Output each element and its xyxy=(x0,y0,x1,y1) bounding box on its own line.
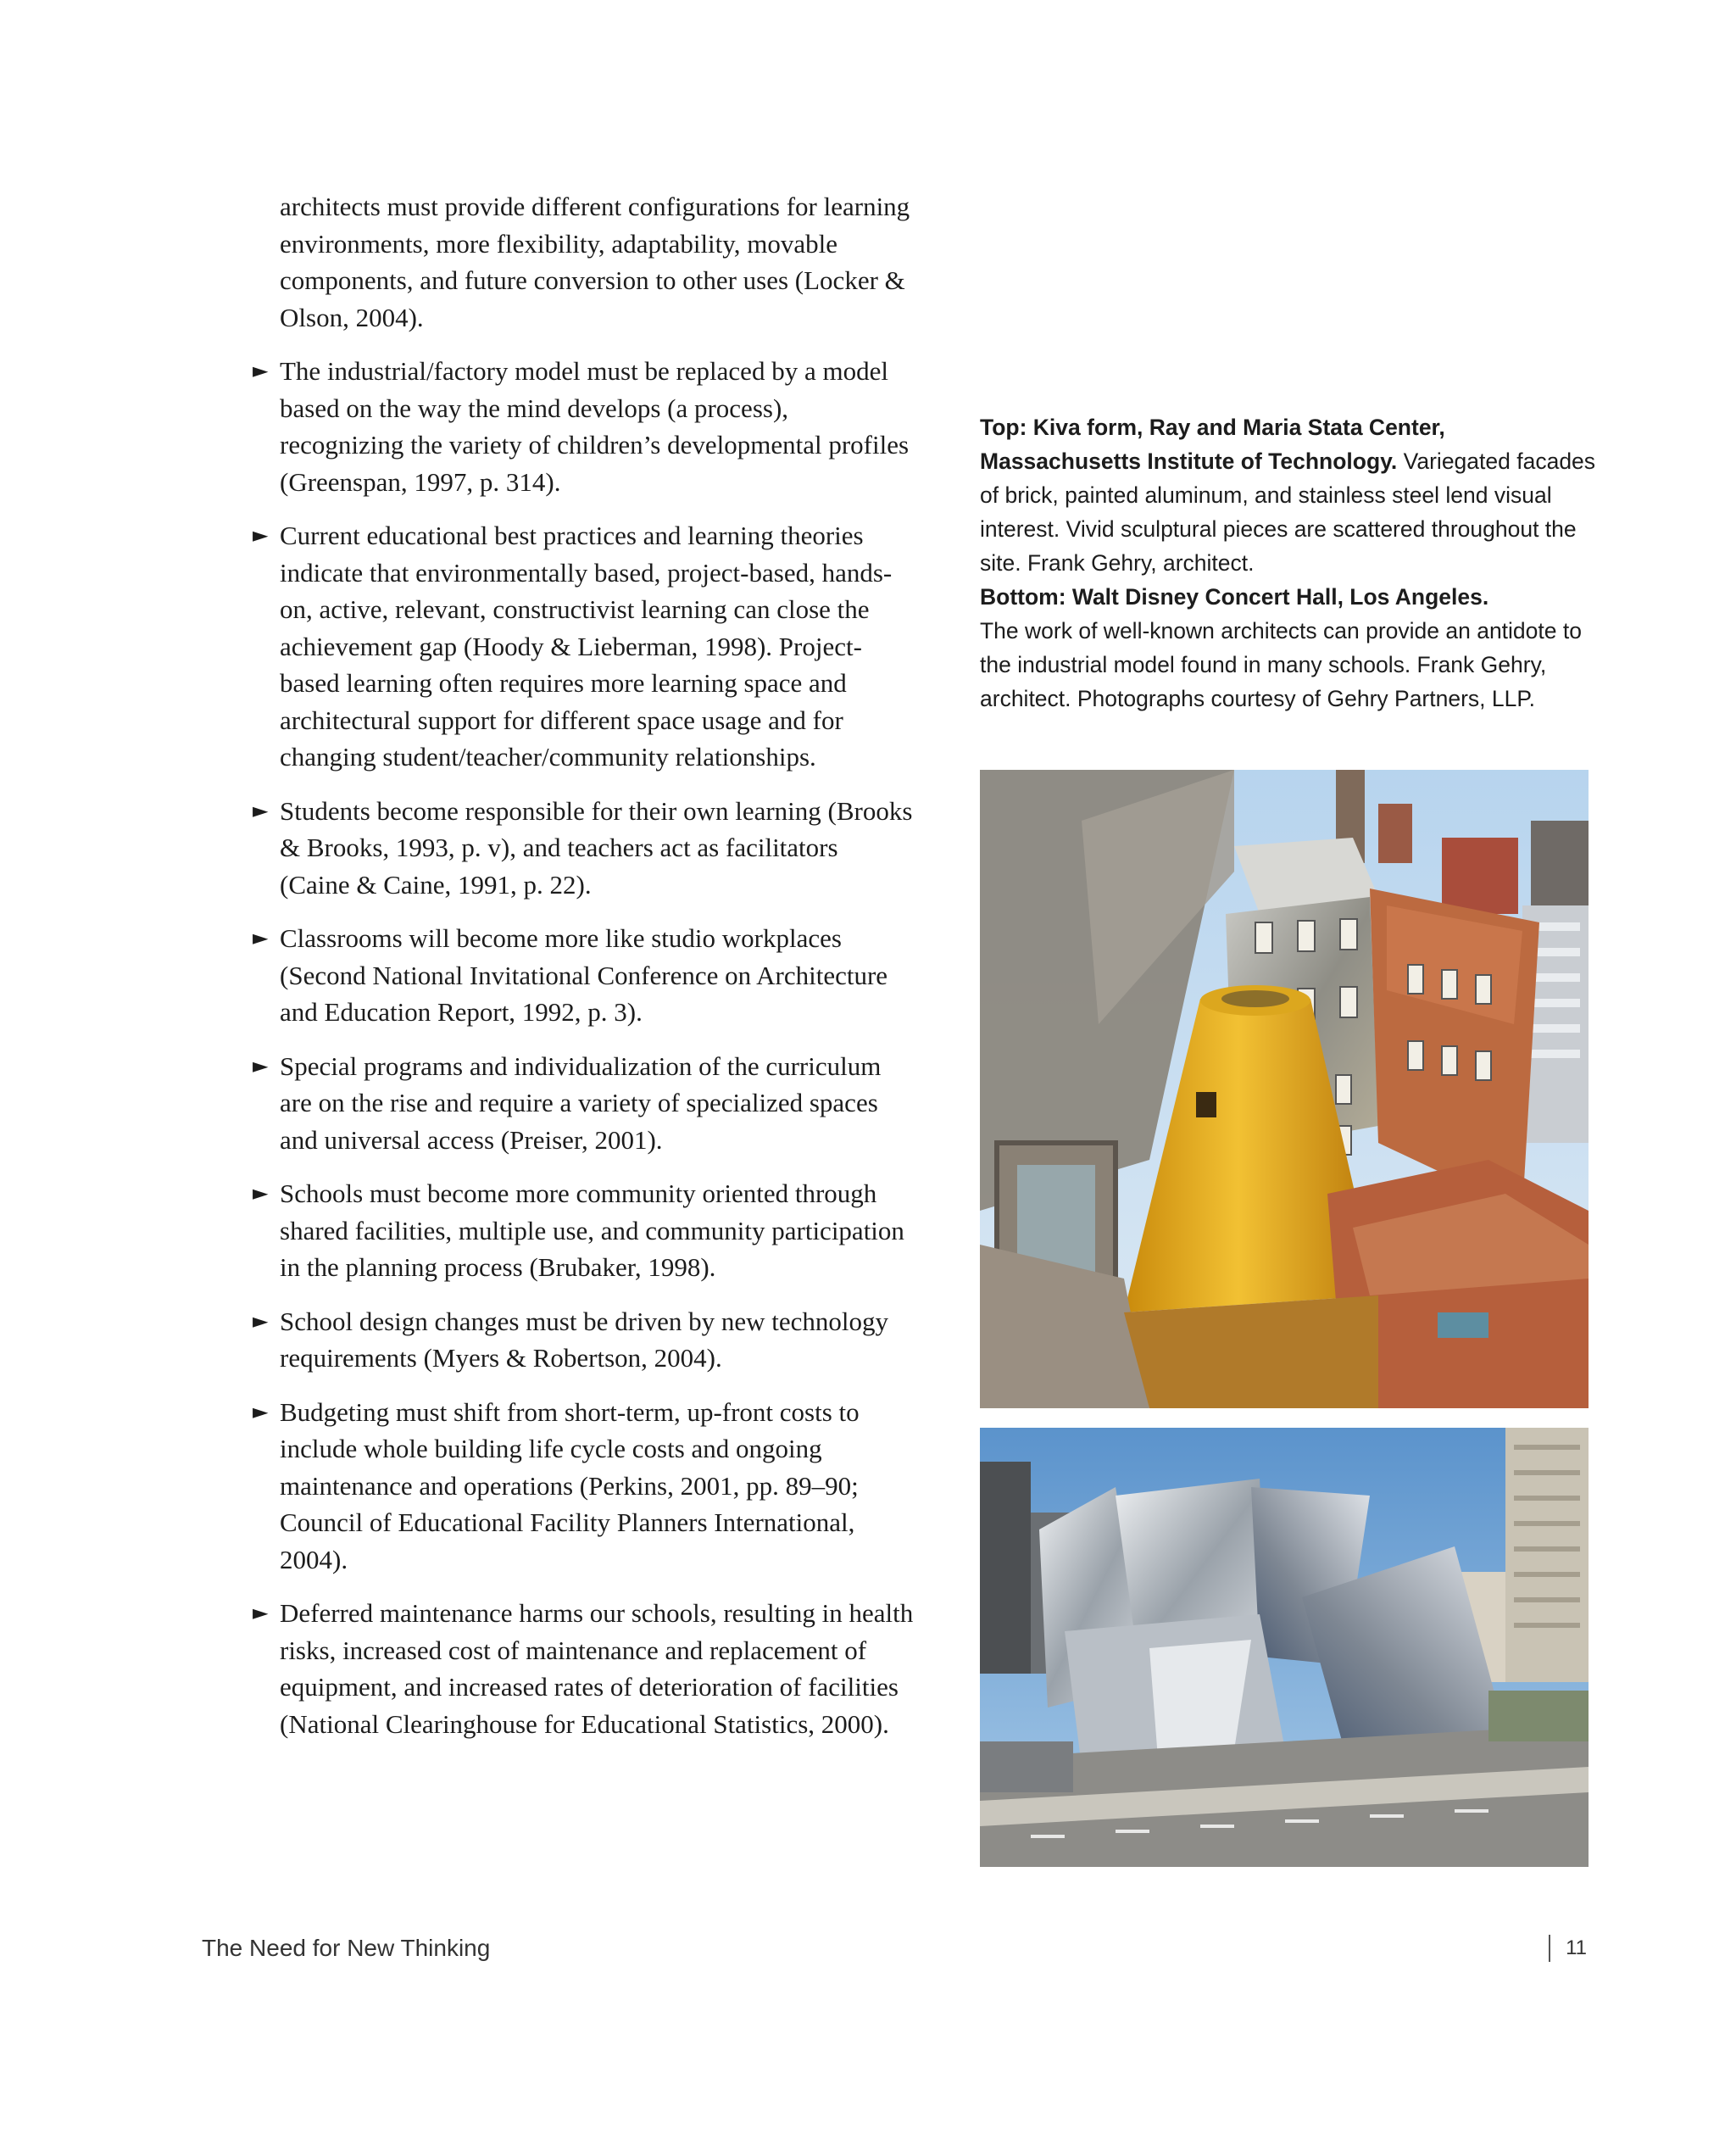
list-item-text: Deferred maintenance harms our schools, resulting in health risks, increased cost of maintenance and replacement of equipment, and increased rates of deterioration of facilities (National Clearinghouse for Educational Statistics, 2000). xyxy=(280,1598,914,1739)
triangle-bullet-icon: ► xyxy=(253,1053,269,1078)
triangle-bullet-icon: ► xyxy=(253,1601,269,1624)
footer-section-title: The Need for New Thinking xyxy=(202,1935,491,1961)
list-item-text: The industrial/factory model must be replaced by a model based on the way the mind develops (a process), recognizing the variety of children’s developmental profiles (Greenspan, 1997, p. 314). xyxy=(280,356,910,497)
disney-concert-hall-illustration xyxy=(980,1428,1589,1867)
list-item-text: Budgeting must shift from short-term, up-front costs to include whole building life cycle costs and ongoing maintenance and operations (Perkins, 2001, pp. 89–90; Council of Educational Facility Planners International, 2004). xyxy=(280,1396,860,1574)
list-item xyxy=(253,793,914,904)
page-number-area xyxy=(1549,1935,1587,1962)
list-item-text: Students become responsible for their own learning (Brooks & Brooks, 1993, p. v), and teachers act as facilitators (Caine & Caine, 1991, p. 22). xyxy=(280,795,913,900)
triangle-bullet-icon: ► xyxy=(253,523,269,547)
caption-top-title: Top: Kiva form, Ray and Maria Stata Center, Massachusetts Institute of Technology. xyxy=(980,415,1445,474)
list-item-text: Schools must become more community oriented through shared facilities, multiple use, and community participation in the planning process (Brubaker, 1998). xyxy=(280,1178,904,1282)
divider xyxy=(1549,1935,1550,1962)
triangle-bullet-icon: ► xyxy=(253,1181,269,1205)
bullet-list xyxy=(253,353,914,1742)
list-item xyxy=(253,1303,914,1377)
stata-center-photo xyxy=(980,770,1589,1408)
list-item-text: School design changes must be driven by new technology requirements (Myers & Robertson, 2004). xyxy=(280,1306,889,1373)
caption-bottom-text: The work of well-known architects can provide an antidote to the industrial model found in many schools. Frank Gehry, architect. Photographs courtesy of Gehry Partners, LLP. xyxy=(980,618,1582,711)
triangle-bullet-icon: ► xyxy=(253,1308,269,1333)
caption-top-text: Variegated facades of brick, painted aluminum, and stainless steel lend visual interest. Vivid sculptural pieces are scattered throughout the site. Frank Gehry, architect. xyxy=(980,448,1596,576)
page-number: 11 xyxy=(1566,1936,1587,1959)
list-item-text: Current educational best practices and learning theories indicate that environmentally based, project-based, hands-on, active, relevant, constructivist learning can close the achievement gap (Hoody & Lieberman, 1998). Project-based learning often requires more learning space and architectural support for different space usage and for changing student/teacher/community relationships. xyxy=(280,521,893,772)
disney-concert-hall-photo xyxy=(980,1428,1589,1867)
list-item xyxy=(253,1048,914,1159)
list-item xyxy=(253,353,914,500)
photo-caption xyxy=(980,410,1599,716)
list-item xyxy=(253,517,914,776)
intro-paragraph: architects must provide different configurations for learning environments, more flexibility, adaptability, movable components, and future conversion to other uses (Locker & Olson, 2004). xyxy=(280,192,910,332)
list-item xyxy=(253,1394,914,1579)
triangle-bullet-icon: ► xyxy=(253,1399,269,1424)
triangle-bullet-icon: ► xyxy=(253,926,269,950)
triangle-bullet-icon: ► xyxy=(253,359,269,382)
list-item-text: Classrooms will become more like studio workplaces (Second National Invitational Conference on Architecture and Education Report, 1992, p. 3). xyxy=(280,923,888,1027)
caption-bottom-title: Bottom: Walt Disney Concert Hall, Los Angeles. xyxy=(980,584,1489,610)
triangle-bullet-icon: ► xyxy=(253,798,269,822)
list-item xyxy=(253,920,914,1031)
list-item xyxy=(253,1595,914,1742)
body-text-column xyxy=(253,188,914,1759)
list-item-text: Special programs and individualization of the curriculum are on the rise and require a variety of specialized spaces and universal access (Preiser, 2001). xyxy=(280,1050,882,1155)
list-item xyxy=(253,1175,914,1286)
stata-center-illustration xyxy=(980,770,1589,1408)
